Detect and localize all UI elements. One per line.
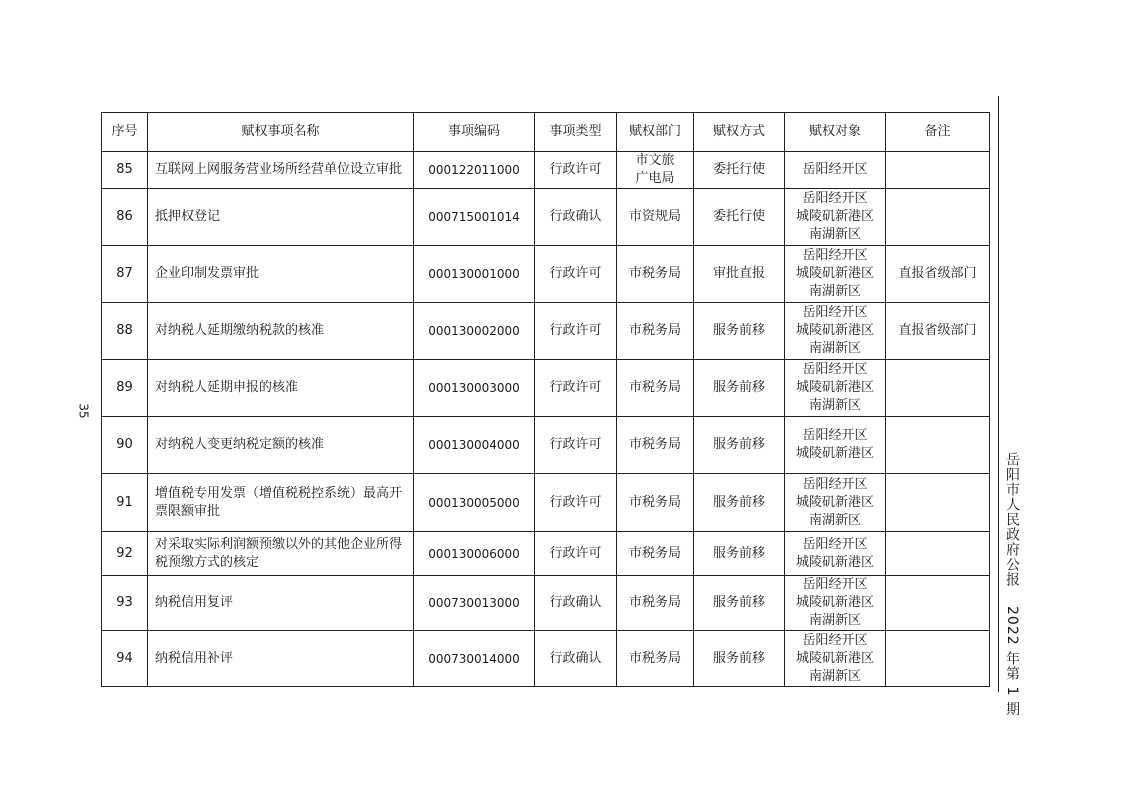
table-header-row [102,113,990,152]
item-code: 000730013000 [414,576,535,631]
item-note [886,576,990,631]
item-method: 审批直报 [694,246,785,303]
row-number: 88 [102,303,148,360]
item-type: 行政确认 [535,631,617,687]
header-code: 事项编码 [414,113,535,152]
row-number: 90 [102,417,148,474]
item-dept: 市税务局 [617,576,694,631]
item-name: 对纳税人变更纳税定额的核准 [148,417,414,474]
item-code: 000130003000 [414,360,535,417]
item-name: 企业印制发票审批 [148,246,414,303]
header-dept: 赋权部门 [617,113,694,152]
publication-title: 岳阳市人民政府公报 [1004,452,1020,587]
item-name: 纳税信用补评 [148,631,414,687]
row-number: 89 [102,360,148,417]
item-target: 岳阳经开区 城陵矶新港区 南湖新区 [785,189,886,246]
item-dept: 市文旅 广电局 [617,152,694,189]
row-number: 87 [102,246,148,303]
item-note [886,152,990,189]
item-dept: 市税务局 [617,303,694,360]
table-row [102,631,990,687]
item-target: 岳阳经开区 城陵矶新港区 南湖新区 [785,303,886,360]
authority-table [101,112,990,687]
item-dept: 市税务局 [617,631,694,687]
item-name: 互联网上网服务营业场所经营单位设立审批 [148,152,414,189]
item-dept: 市税务局 [617,246,694,303]
item-target: 岳阳经开区 城陵矶新港区 南湖新区 [785,360,886,417]
item-method: 服务前移 [694,303,785,360]
header-note: 备注 [886,113,990,152]
row-number: 93 [102,576,148,631]
row-number: 86 [102,189,148,246]
page-number: 35 [76,403,91,419]
item-name: 对纳税人延期缴纳税款的核准 [148,303,414,360]
item-code: 000715001014 [414,189,535,246]
header-type: 事项类型 [535,113,617,152]
item-dept: 市税务局 [617,532,694,576]
header-name: 赋权事项名称 [148,113,414,152]
item-target: 岳阳经开区 城陵矶新港区 南湖新区 [785,631,886,687]
item-method: 服务前移 [694,631,785,687]
item-code: 000130006000 [414,532,535,576]
item-type: 行政确认 [535,189,617,246]
item-method: 服务前移 [694,360,785,417]
item-note: 直报省级部门 [886,246,990,303]
table-row [102,417,990,474]
item-method: 服务前移 [694,532,785,576]
item-type: 行政许可 [535,532,617,576]
item-name: 对采取实际利润额预缴以外的其他企业所得税预缴方式的核定 [148,532,414,576]
table-row [102,532,990,576]
authority-table-container [101,112,990,687]
item-name: 增值税专用发票（增值税税控系统）最高开票限额审批 [148,474,414,532]
item-note [886,631,990,687]
item-type: 行政许可 [535,417,617,474]
item-target: 岳阳经开区 城陵矶新港区 [785,417,886,474]
item-method: 委托行使 [694,152,785,189]
item-type: 行政许可 [535,152,617,189]
item-note [886,417,990,474]
item-target: 岳阳经开区 城陵矶新港区 [785,532,886,576]
item-name: 对纳税人延期申报的核准 [148,360,414,417]
row-number: 94 [102,631,148,687]
item-note [886,189,990,246]
item-method: 服务前移 [694,417,785,474]
item-note: 直报省级部门 [886,303,990,360]
row-number: 92 [102,532,148,576]
table-row [102,303,990,360]
item-dept: 市税务局 [617,474,694,532]
item-method: 委托行使 [694,189,785,246]
item-dept: 市税务局 [617,360,694,417]
item-note [886,532,990,576]
running-header [1002,452,1022,717]
item-type: 行政许可 [535,303,617,360]
header-target: 赋权对象 [785,113,886,152]
item-note [886,360,990,417]
item-note [886,474,990,532]
item-type: 行政许可 [535,474,617,532]
item-target: 岳阳经开区 城陵矶新港区 南湖新区 [785,474,886,532]
header-method: 赋权方式 [694,113,785,152]
item-code: 000130002000 [414,303,535,360]
table-row [102,360,990,417]
table-row [102,474,990,532]
item-target: 岳阳经开区 城陵矶新港区 南湖新区 [785,576,886,631]
row-number: 85 [102,152,148,189]
item-type: 行政许可 [535,246,617,303]
item-name: 纳税信用复评 [148,576,414,631]
item-target: 岳阳经开区 [785,152,886,189]
item-dept: 市税务局 [617,417,694,474]
item-code: 000122011000 [414,152,535,189]
table-row [102,576,990,631]
item-type: 行政许可 [535,360,617,417]
item-type: 行政确认 [535,576,617,631]
item-name: 抵押权登记 [148,189,414,246]
item-method: 服务前移 [694,474,785,532]
header-no: 序号 [102,113,148,152]
item-code: 000130001000 [414,246,535,303]
table-row [102,152,990,189]
item-code: 000730014000 [414,631,535,687]
item-code: 000130005000 [414,474,535,532]
item-code: 000130004000 [414,417,535,474]
side-divider-line [998,96,999,692]
item-method: 服务前移 [694,576,785,631]
item-dept: 市资规局 [617,189,694,246]
table-row [102,246,990,303]
table-row [102,189,990,246]
row-number: 91 [102,474,148,532]
item-target: 岳阳经开区 城陵矶新港区 南湖新区 [785,246,886,303]
table-body [102,152,990,687]
issue-label: 2022 年第 1 期 [1004,606,1020,718]
